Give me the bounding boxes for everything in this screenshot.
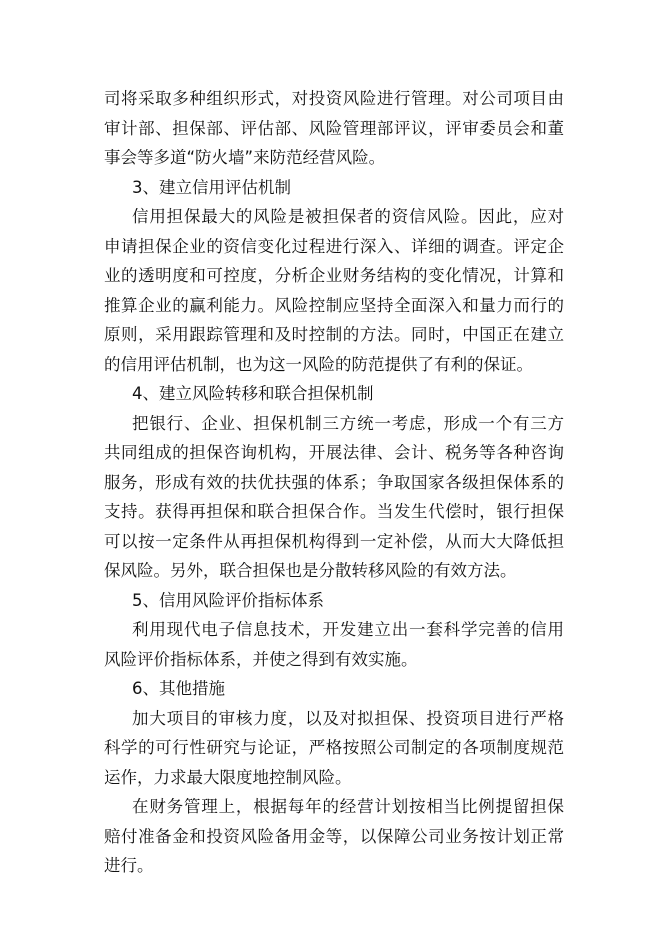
paragraph-line: 支持。获得再担保和联合担保合作。当发生代偿时，银行担保	[104, 502, 564, 521]
paragraph-line: 服务，形成有效的扶优扶强的体系；争取国家各级担保体系的	[104, 472, 564, 492]
paragraph-line: 赔付准备金和投资风险备用金等，以保障公司业务按计划正常	[104, 826, 564, 846]
paragraph-line: 科学的可行性研究与论证，严格按照公司制定的各项制度规范	[104, 738, 564, 757]
paragraph-line: 共同组成的担保咨询机构，开展法律、会计、税务等各种咨询	[104, 443, 564, 462]
paragraph-last-line: 风险评价指标体系，并使之得到有效实施。	[104, 649, 418, 669]
paragraph-last-line: 运作，力求最大限度地控制风险。	[104, 767, 352, 787]
section-heading: 6、其他措施	[132, 679, 225, 698]
paragraph-line: 审计部、担保部、评估部、风险管理部评议，评审委员会和董	[104, 118, 564, 138]
paragraph-line: 业的透明度和可控度，分析企业财务结构的变化情况，计算和	[104, 266, 564, 285]
paragraph-line: 可以按一定条件从再担保机构得到一定补偿，从而大大降低担	[104, 531, 564, 551]
document-body	[104, 84, 564, 881]
paragraph-last-line: 的信用评估机制，也为这一风险的防范提供了有利的保证。	[104, 354, 533, 374]
section-heading: 3、建立信用评估机制	[132, 177, 291, 197]
paragraph-line: 申请担保企业的资信变化过程进行深入、详细的调查。评定企	[104, 236, 564, 256]
paragraph-first-line: 把银行、企业、担保机制三方统一考虑，形成一个有三方	[132, 413, 564, 433]
paragraph-line: 司将采取多种组织形式，对投资风险进行管理。对公司项目由	[104, 89, 564, 108]
paragraph-first-line: 在财务管理上，根据每年的经营计划按相当比例提留担保	[132, 797, 564, 816]
paragraph-first-line: 利用现代电子信息技术，开发建立出一套科学完善的信用	[132, 620, 564, 639]
section-heading: 4、建立风险转移和联合担保机制	[132, 384, 374, 403]
section-heading: 5、信用风险评价指标体系	[132, 590, 324, 610]
paragraph-first-line: 信用担保最大的风险是被担保者的资信风险。因此，应对	[132, 207, 564, 226]
paragraph-line: 推算企业的赢利能力。风险控制应坚持全面深入和量力而行的	[104, 295, 564, 315]
paragraph-first-line: 加大项目的审核力度，以及对拟担保、投资项目进行严格	[132, 708, 564, 728]
paragraph-last-line: 事会等多道“防火墙”来防范经营风险。	[104, 148, 386, 167]
paragraph-last-line: 进行。	[104, 856, 154, 875]
paragraph-last-line: 保风险。另外，联合担保也是分散转移风险的有效方法。	[104, 561, 517, 580]
paragraph-line: 原则，采用跟踪管理和及时控制的方法。同时，中国正在建立	[104, 325, 564, 344]
